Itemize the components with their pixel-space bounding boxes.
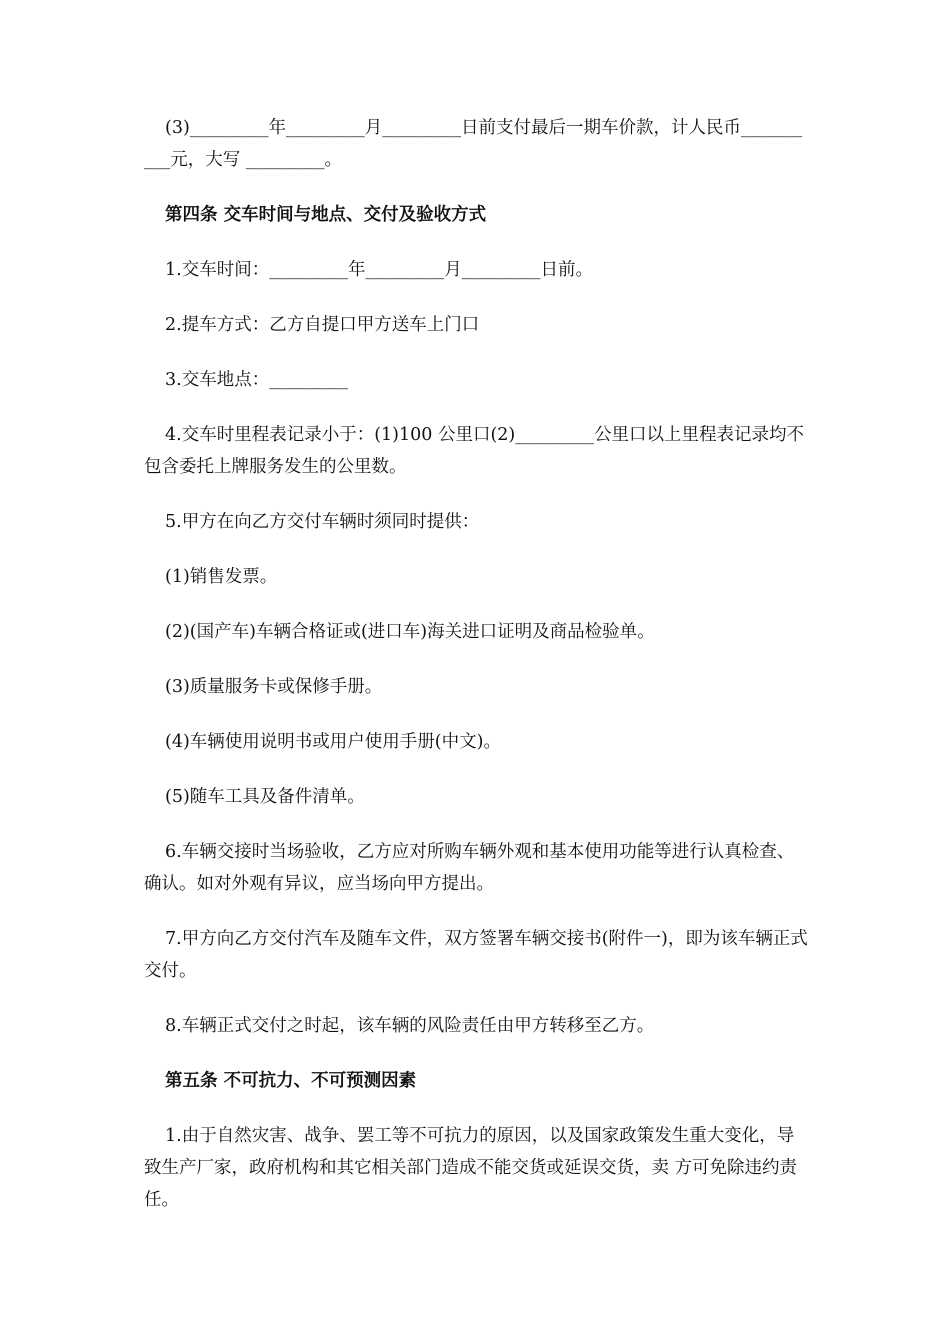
clause-3-3-final-payment: (3)_________年_________月_________日前支付最后一期车价款，计人民币__________元，大写 _________。 [144, 118, 803, 170]
clause-4-8-risk-transfer: 8.车辆正式交付之时起，该车辆的风险责任由甲方转移至乙方。 [165, 1016, 655, 1036]
article-4-heading: 第四条 交车时间与地点、交付及验收方式 [165, 205, 487, 225]
clause-4-2-pickup-method: 2.提车方式：乙方自提口甲方送车上门口 [165, 315, 480, 335]
clause-5-1-force-majeure: 1.由于自然灾害、战争、罢工等不可抗力的原因，以及国家政策发生重大变化，导致生产厂家，政府机构和其它相关部门造成不能交货或延误交货，卖 方可免除违约责任。 [144, 1126, 798, 1210]
clause-4-5-documents: 5.甲方在向乙方交付车辆时须同时提供： [165, 512, 480, 532]
article-5-heading: 第五条 不可抗力、不可预测因素 [165, 1071, 417, 1091]
clause-4-4-odometer: 4.交车时里程表记录小于：(1)100 公里口(2)_________公里口以上里程表记录均不包含委托上牌服务发生的公里数。 [144, 425, 804, 477]
clause-4-5-4-manual: (4)车辆使用说明书或用户使用手册(中文)。 [165, 732, 501, 752]
clause-4-3-delivery-location: 3.交车地点：_________ [165, 370, 348, 390]
document-page [144, 112, 808, 1239]
clause-4-6-inspection: 6.车辆交接时当场验收，乙方应对所购车辆外观和基本使用功能等进行认真检查、确认。如对外观有异议，应当场向甲方提出。 [144, 842, 795, 894]
clause-4-5-2-certificate: (2)(国产车)车辆合格证或(进口车)海关进口证明及商品检验单。 [165, 622, 655, 642]
clause-4-5-3-warranty: (3)质量服务卡或保修手册。 [165, 677, 383, 697]
clause-4-5-1-invoice: (1)销售发票。 [165, 567, 278, 587]
clause-4-1-delivery-time: 1.交车时间：_________年_________月_________日前。 [165, 260, 593, 280]
clause-4-7-handover: 7.甲方向乙方交付汽车及随车文件，双方签署车辆交接书(附件一)，即为该车辆正式交付。 [144, 929, 808, 981]
clause-4-5-5-tools: (5)随车工具及备件清单。 [165, 787, 365, 807]
